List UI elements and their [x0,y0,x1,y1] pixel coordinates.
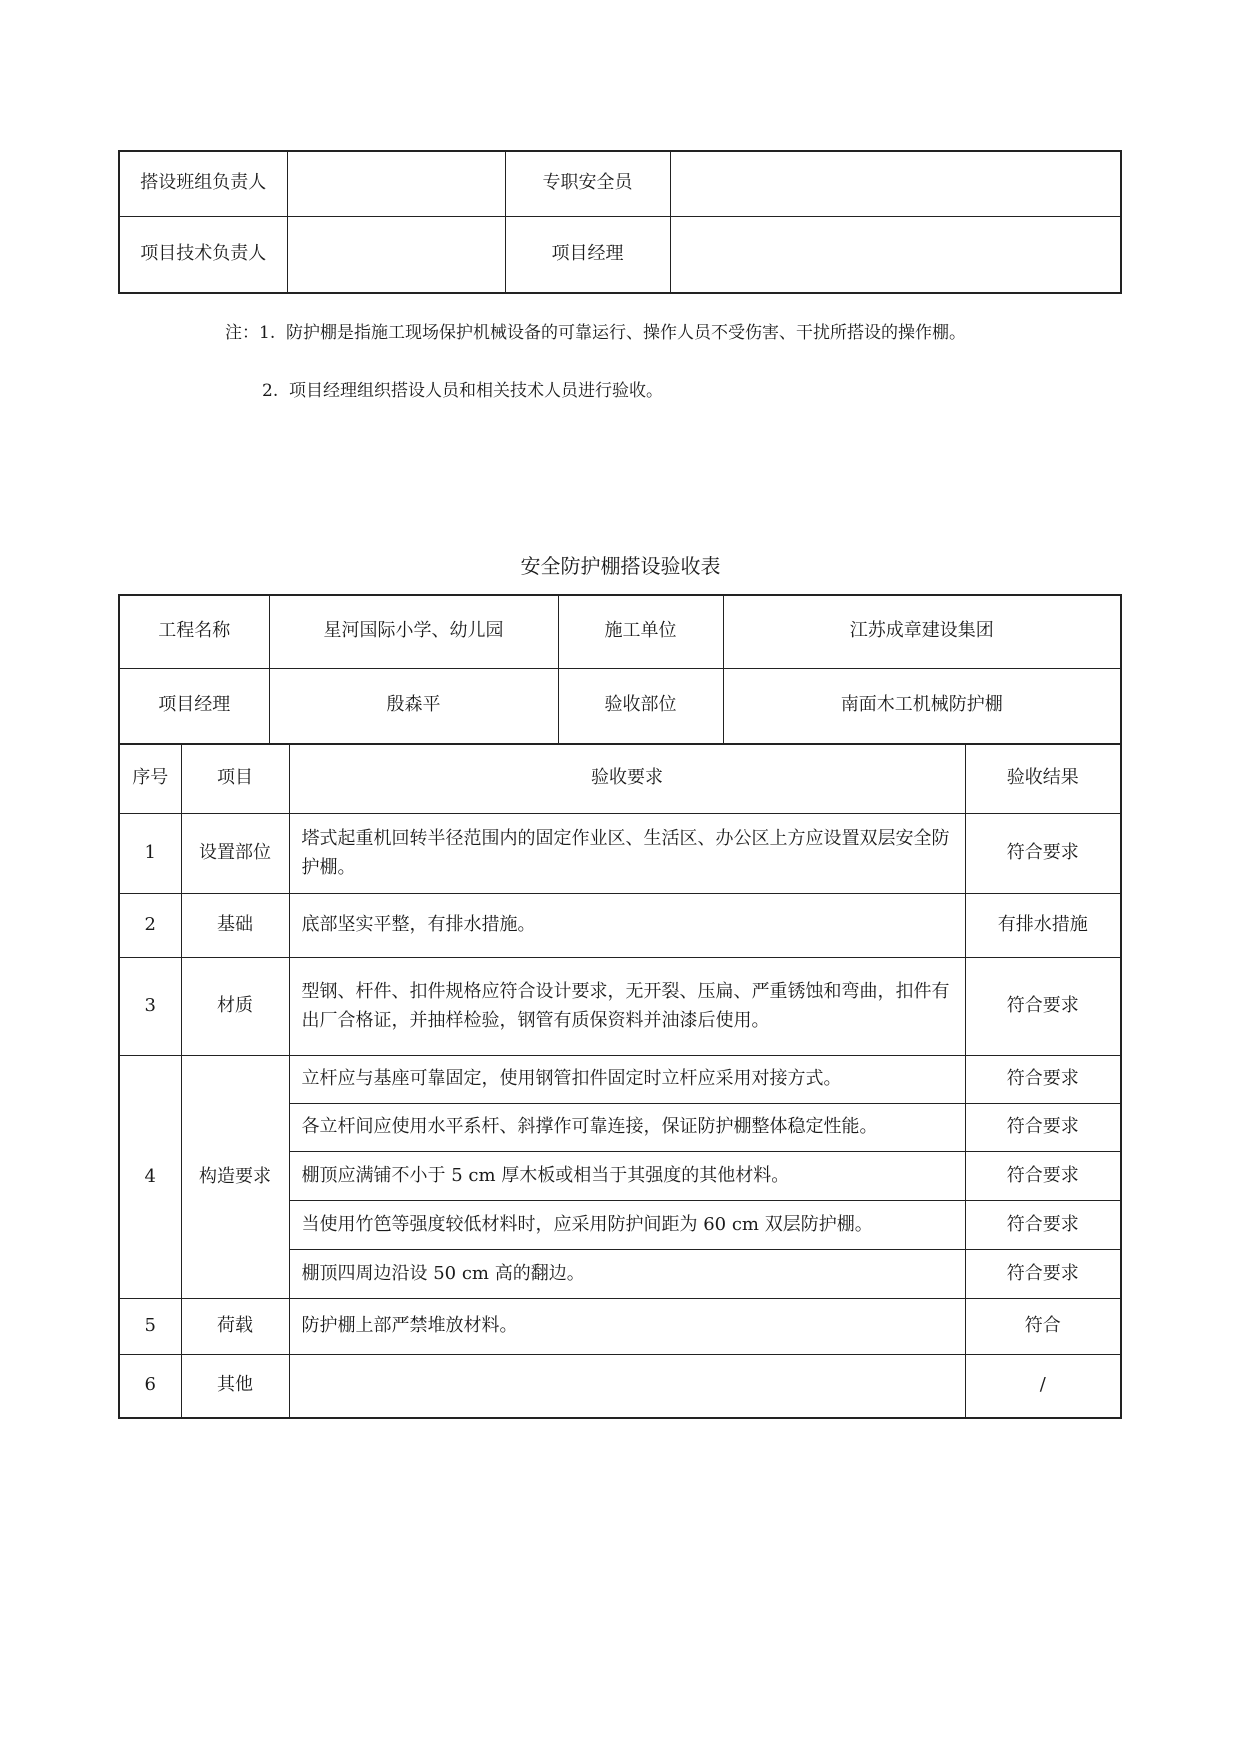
table-row [119,668,1121,744]
contractor-value: 江苏成章建设集团 [723,595,1121,668]
table-row [119,1299,1121,1355]
table-row [119,151,1121,216]
result-cell: 符合要求 [965,1056,1121,1104]
result-cell: 符合要求 [965,1152,1121,1201]
signature-table [118,150,1122,294]
result-cell: 符合要求 [965,1201,1121,1250]
note-text: 项目经理组织搭设人员和相关技术人员进行验收。 [289,381,664,401]
requirement-cell: 当使用竹笆等强度较低材料时，应采用防护间距为 60 cm 双层防护棚。 [289,1201,965,1250]
cell-value[interactable] [287,151,505,216]
project-name-label: 工程名称 [119,595,269,668]
seq-cell: 6 [119,1355,181,1418]
requirement-cell: 棚顶应满铺不小于 5 cm 厚木板或相当于其强度的其他材料。 [289,1152,965,1201]
contractor-label: 施工单位 [558,595,723,668]
item-cell: 荷载 [181,1299,289,1355]
table-row [119,1056,1121,1104]
cell-value[interactable] [670,216,1121,293]
table-row [119,216,1121,293]
note-number: 1. [259,323,276,343]
result-cell: 符合要求 [965,814,1121,894]
part-value: 南面木工机械防护棚 [723,668,1121,744]
requirement-cell: 型钢、杆件、扣件规格应符合设计要求，无开裂、压扁、严重锈蚀和弯曲，扣件有出厂合格证，并抽样检验，钢管有质保资料并油漆后使用。 [289,958,965,1056]
note-prefix: 注： [225,323,259,343]
cell-label: 项目经理 [505,216,670,293]
project-name-value: 星河国际小学、幼儿园 [269,595,558,668]
note-text: 防护棚是指施工现场保护机械设备的可靠运行、操作人员不受伤害、干扰所搭设的操作棚。 [286,323,967,343]
requirement-cell: 立杆应与基座可靠固定，使用钢管扣件固定时立杆应采用对接方式。 [289,1056,965,1104]
table-row [119,814,1121,894]
part-label: 验收部位 [558,668,723,744]
seq-cell: 3 [119,958,181,1056]
cell-label: 搭设班组负责人 [119,151,287,216]
header-seq: 序号 [119,744,181,814]
item-cell: 其他 [181,1355,289,1418]
note-number: 2. [262,381,279,401]
result-cell: 符合要求 [965,1250,1121,1299]
table-row [119,894,1121,958]
table-row [119,595,1121,668]
cell-label: 项目技术负责人 [119,216,287,293]
inspection-table [118,743,1122,1419]
table-row [119,1355,1121,1418]
cell-label: 专职安全员 [505,151,670,216]
header-requirement: 验收要求 [289,744,965,814]
cell-value[interactable] [670,151,1121,216]
seq-cell: 5 [119,1299,181,1355]
item-cell: 构造要求 [181,1056,289,1299]
form-title: 安全防护棚搭设验收表 [520,554,721,578]
requirement-cell: 各立杆间应使用水平系杆、斜撑作可靠连接，保证防护棚整体稳定性能。 [289,1104,965,1152]
result-cell: / [965,1355,1121,1418]
result-cell: 有排水措施 [965,894,1121,958]
manager-label: 项目经理 [119,668,269,744]
header-result: 验收结果 [965,744,1121,814]
requirement-cell: 棚顶四周边沿设 50 cm 高的翻边。 [289,1250,965,1299]
manager-value: 殷森平 [269,668,558,744]
result-cell: 符合要求 [965,958,1121,1056]
form-header-table [118,594,1122,745]
result-cell: 符合 [965,1299,1121,1355]
cell-value[interactable] [287,216,505,293]
item-cell: 设置部位 [181,814,289,894]
requirement-cell[interactable] [289,1355,965,1418]
result-cell: 符合要求 [965,1104,1121,1152]
table-row [119,958,1121,1056]
seq-cell: 4 [119,1056,181,1299]
seq-cell: 2 [119,894,181,958]
header-item: 项目 [181,744,289,814]
seq-cell: 1 [119,814,181,894]
item-cell: 材质 [181,958,289,1056]
requirement-cell: 防护棚上部严禁堆放材料。 [289,1299,965,1355]
note-1 [225,325,966,342]
requirement-cell: 塔式起重机回转半径范围内的固定作业区、生活区、办公区上方应设置双层安全防护棚。 [289,814,965,894]
header-row [119,744,1121,814]
requirement-cell: 底部坚实平整，有排水措施。 [289,894,965,958]
note-2 [262,383,663,400]
item-cell: 基础 [181,894,289,958]
